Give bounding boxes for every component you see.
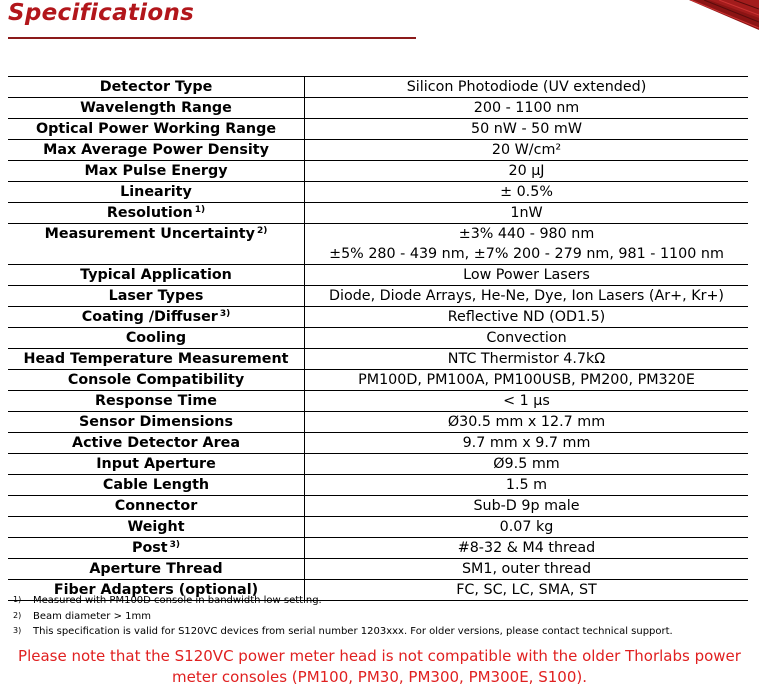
spec-value: Low Power Lasers	[463, 267, 590, 283]
spec-value-cell	[305, 517, 749, 538]
footnote-mark: 3)	[13, 626, 22, 635]
spec-label: Coating /Diffuser	[81, 309, 218, 325]
spec-label-cell	[8, 224, 305, 265]
footnote-3	[13, 625, 673, 639]
spec-row	[8, 140, 748, 161]
spec-value: Silicon Photodiode (UV extended)	[406, 79, 647, 95]
spec-label-cell	[8, 265, 305, 286]
spec-value-cell	[305, 307, 749, 328]
spec-row	[8, 119, 748, 140]
spec-value: 1nW	[510, 205, 543, 221]
spec-row	[8, 412, 748, 433]
spec-value-cell	[305, 203, 749, 224]
spec-value-cell	[305, 182, 749, 203]
spec-label-cell	[8, 140, 305, 161]
spec-label: Input Aperture	[96, 456, 216, 472]
spec-label: Cooling	[125, 330, 187, 346]
footnote-mark: 1)	[13, 595, 22, 604]
spec-label-cell	[8, 370, 305, 391]
spec-label: Connector	[114, 498, 198, 514]
spec-label-cell	[8, 182, 305, 203]
footnote-reference: 2)	[256, 226, 268, 236]
spec-value: 200 - 1100 nm	[473, 100, 580, 116]
spec-row	[8, 391, 748, 412]
spec-row	[8, 265, 748, 286]
footnote-2	[13, 610, 151, 624]
spec-label-cell	[8, 98, 305, 119]
spec-label: Weight	[127, 519, 185, 535]
spec-value-cell	[305, 412, 749, 433]
spec-value-cell	[305, 475, 749, 496]
spec-label-cell	[8, 433, 305, 454]
spec-label: Post	[131, 540, 168, 556]
page-title: Specifications	[8, 0, 195, 26]
spec-value-cell	[305, 77, 749, 98]
footnote-mark: 2)	[13, 611, 22, 620]
spec-value-cell	[305, 538, 749, 559]
spec-label: Max Average Power Density	[43, 142, 269, 158]
spec-row	[8, 475, 748, 496]
spec-row	[8, 454, 748, 475]
spec-label: Aperture Thread	[89, 561, 223, 577]
spec-value-cell	[305, 224, 749, 265]
footnote-text: This specification is valid for S120VC devices from serial number 1203xxx. For older versions, please contact technical support.	[33, 626, 673, 637]
spec-label: Optical Power Working Range	[35, 121, 277, 137]
spec-label-cell	[8, 161, 305, 182]
spec-label-cell	[8, 538, 305, 559]
spec-label-cell	[8, 328, 305, 349]
spec-label-cell	[8, 412, 305, 433]
spec-label: Typical Application	[80, 267, 232, 283]
specifications-table	[8, 76, 748, 601]
spec-value-cell	[305, 391, 749, 412]
spec-label: Fiber Adapters (optional)	[53, 582, 259, 598]
spec-value: 20 W/cm²	[491, 142, 562, 158]
spec-label-cell	[8, 559, 305, 580]
corner-decoration	[679, 0, 759, 30]
spec-label: Console Compatibility	[67, 372, 245, 388]
spec-value: 1.5 m	[505, 477, 548, 493]
spec-value: #8-32 & M4 thread	[457, 540, 596, 556]
spec-label-cell	[8, 475, 305, 496]
spec-value: < 1 μs	[503, 393, 550, 409]
spec-value: SM1, outer thread	[461, 561, 592, 577]
spec-label: Laser Types	[108, 288, 204, 304]
note-line-1: Please note that the S120VC power meter head is not compatible with the older Thorlabs power	[18, 647, 741, 665]
spec-value-cell	[305, 433, 749, 454]
spec-label-cell	[8, 119, 305, 140]
spec-value: ± 0.5%	[500, 184, 553, 200]
spec-value: 20 μJ	[508, 163, 545, 179]
spec-row	[8, 517, 748, 538]
spec-row	[8, 328, 748, 349]
spec-row	[8, 203, 748, 224]
spec-row	[8, 496, 748, 517]
spec-row	[8, 370, 748, 391]
footnote-text: Measured with PM100D console in bandwidth low setting.	[33, 595, 322, 606]
spec-value-cell	[305, 328, 749, 349]
spec-value-cell	[305, 496, 749, 517]
spec-value: PM100D, PM100A, PM100USB, PM200, PM320E	[358, 372, 695, 388]
compatibility-note	[0, 646, 759, 688]
spec-label: Head Temperature Measurement	[23, 351, 289, 367]
spec-label: Resolution	[106, 205, 193, 221]
spec-value: Reflective ND (OD1.5)	[447, 309, 606, 325]
spec-label-cell	[8, 286, 305, 307]
spec-value-cell	[305, 349, 749, 370]
spec-value: 50 nW - 50 mW	[471, 121, 582, 137]
spec-label: Cable Length	[102, 477, 210, 493]
spec-value-cell	[305, 370, 749, 391]
spec-label-cell	[8, 349, 305, 370]
spec-row	[8, 538, 748, 559]
spec-label: Detector Type	[99, 79, 213, 95]
spec-value-cell	[305, 580, 749, 601]
footnote-reference: 1)	[194, 205, 206, 215]
spec-label: Response Time	[95, 393, 217, 409]
spec-label-cell	[8, 203, 305, 224]
spec-value: Ø30.5 mm x 12.7 mm	[447, 414, 606, 430]
spec-value: NTC Thermistor 4.7kΩ	[447, 351, 606, 367]
spec-label: Linearity	[120, 184, 192, 200]
spec-value-cell	[305, 98, 749, 119]
spec-value-cell	[305, 161, 749, 182]
spec-row	[8, 307, 748, 328]
spec-value: Ø9.5 mm	[493, 456, 560, 472]
spec-value-cell	[305, 559, 749, 580]
footnote-reference: 3)	[169, 540, 181, 550]
spec-value-cell	[305, 119, 749, 140]
spec-row	[8, 98, 748, 119]
spec-label-cell	[8, 391, 305, 412]
spec-row	[8, 349, 748, 370]
spec-label: Sensor Dimensions	[79, 414, 233, 430]
spec-row	[8, 77, 748, 98]
footnote-1	[13, 594, 322, 608]
spec-value-cell	[305, 454, 749, 475]
spec-value-cell	[305, 265, 749, 286]
spec-value: 0.07 kg	[499, 519, 554, 535]
title-underline	[8, 37, 416, 39]
spec-label-cell	[8, 454, 305, 475]
spec-value-cell	[305, 286, 749, 307]
spec-value: FC, SC, LC, SMA, ST	[456, 582, 597, 598]
footnote-reference: 3)	[219, 309, 231, 319]
footnote-text: Beam diameter > 1mm	[33, 611, 151, 622]
spec-value: 9.7 mm x 9.7 mm	[462, 435, 591, 451]
spec-row	[8, 224, 748, 265]
spec-value: Sub-D 9p male	[473, 498, 580, 514]
spec-label: Max Pulse Energy	[84, 163, 228, 179]
spec-row	[8, 182, 748, 203]
spec-label-cell	[8, 496, 305, 517]
spec-label: Measurement Uncertainty	[44, 226, 255, 242]
spec-label-cell	[8, 517, 305, 538]
spec-row	[8, 559, 748, 580]
spec-value: Diode, Diode Arrays, He-Ne, Dye, Ion Lasers (Ar+, Kr+)	[328, 288, 725, 304]
spec-label-cell	[8, 77, 305, 98]
spec-row	[8, 433, 748, 454]
note-line-2: meter consoles (PM100, PM30, PM300, PM300E, S100).	[172, 668, 587, 686]
spec-row	[8, 161, 748, 182]
spec-value: ±3% 440 - 980 nm	[458, 226, 595, 242]
spec-value-line-2: ±5% 280 - 439 nm, ±7% 200 - 279 nm, 981 - 1100 nm	[329, 246, 724, 262]
spec-value: Convection	[486, 330, 567, 346]
spec-label-cell	[8, 307, 305, 328]
spec-label: Wavelength Range	[80, 100, 232, 116]
spec-value-cell	[305, 140, 749, 161]
spec-row	[8, 286, 748, 307]
spec-label: Active Detector Area	[72, 435, 240, 451]
